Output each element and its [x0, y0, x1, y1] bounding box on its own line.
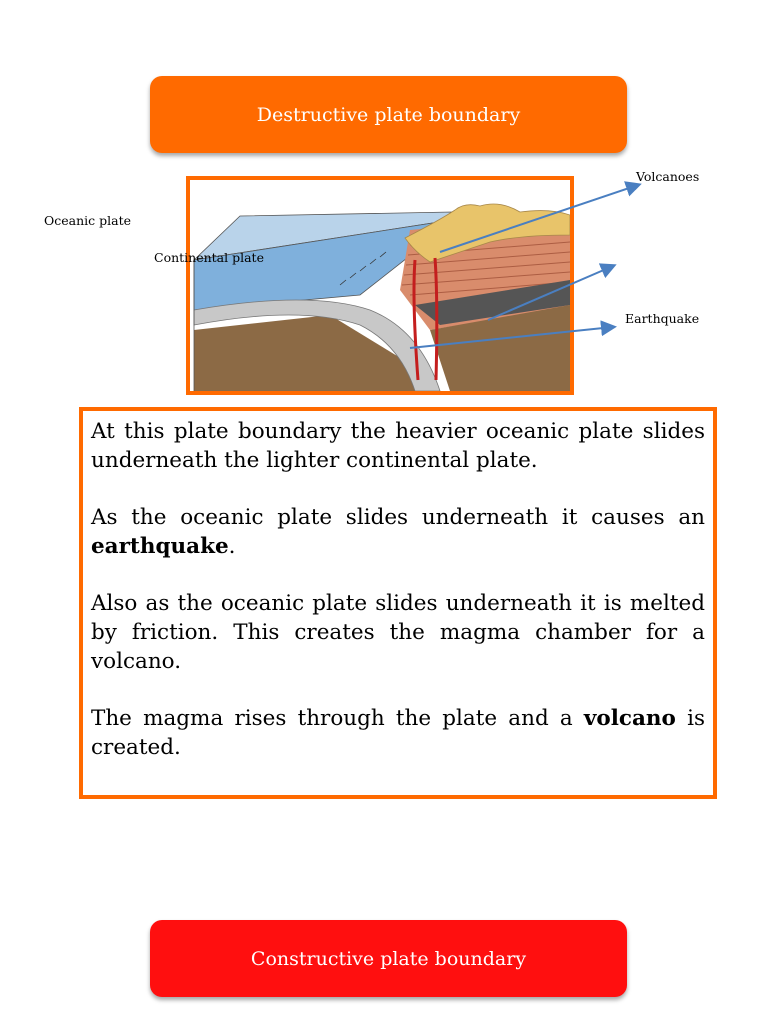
paragraph-2-text: As the oceanic plate slides underneath it causes an: [91, 505, 705, 530]
paragraph-1: At this plate boundary the heavier oceanic plate slides underneath the lighter continental plate.: [91, 419, 705, 473]
paragraph-2: [91, 503, 705, 561]
continental-plate-label: Continental plate: [154, 250, 264, 265]
paragraph-3: Also as the oceanic plate slides underneath it is melted by friction. This creates the magma chamber for a volcano.: [91, 591, 705, 674]
paragraph-4-text: The magma rises through the plate and a: [91, 706, 584, 731]
oceanic-plate-label: Oceanic plate: [44, 213, 131, 228]
constructive-boundary-banner[interactable]: [150, 920, 627, 997]
paragraph-4-end: is created.: [91, 706, 705, 760]
destructive-boundary-banner[interactable]: [150, 76, 627, 153]
volcanoes-label: Volcanoes: [636, 169, 700, 184]
constructive-boundary-title: Constructive plate boundary: [250, 947, 527, 970]
earthquake-term: earthquake: [91, 534, 229, 559]
plate-diagram-illustration: [190, 180, 570, 391]
volcano-term: volcano: [583, 706, 676, 731]
plate-boundary-diagram: [186, 176, 574, 395]
destructive-boundary-title: Destructive plate boundary: [256, 103, 521, 126]
paragraph-2-end: .: [228, 534, 236, 559]
earthquake-label: Earthquake: [625, 311, 700, 326]
explanation-text-box: [79, 407, 717, 799]
paragraph-4: [91, 704, 705, 762]
